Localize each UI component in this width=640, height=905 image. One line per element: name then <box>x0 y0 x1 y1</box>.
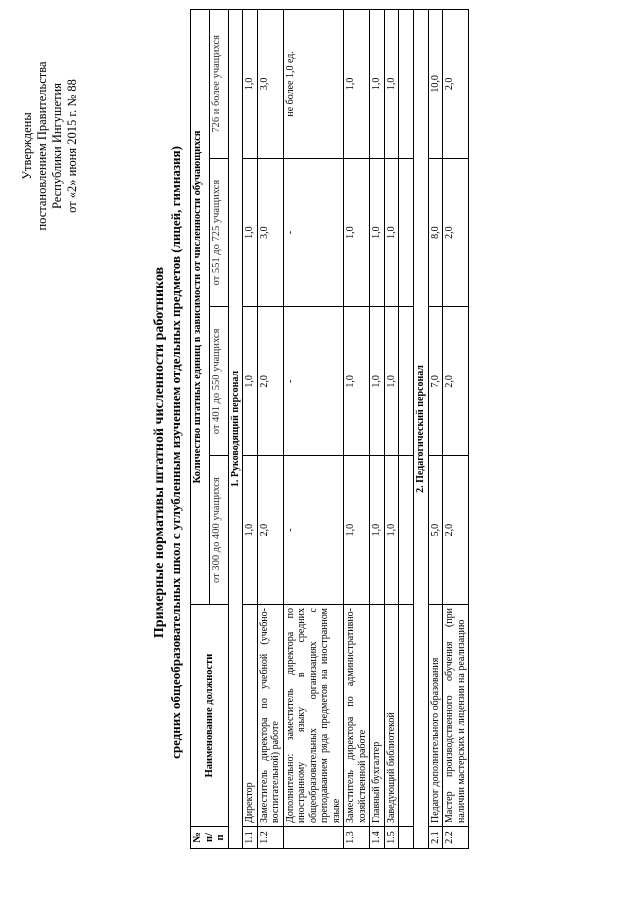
row-value: 1,0 <box>344 10 370 159</box>
row-value: 2,0 <box>443 307 469 456</box>
row-name: Заведующий библиотекой <box>384 605 399 827</box>
table-row <box>283 10 344 849</box>
row-value: не более 1,0 ед. <box>283 10 344 159</box>
row-name: Мастер производственного обучения (при наличии мастерских и лицензии на реализацию <box>443 605 469 827</box>
row-value: 1,0 <box>384 307 399 456</box>
approval-line: Республики Ингушетия <box>50 83 64 210</box>
table-row <box>257 10 283 849</box>
row-value: 1,0 <box>384 456 399 605</box>
approval-stamp <box>20 16 80 276</box>
row-value: 1,0 <box>370 10 385 159</box>
row-value: - <box>283 456 344 605</box>
approval-line: Утверждены <box>20 112 34 180</box>
table-row <box>384 10 399 849</box>
row-value: 1,0 <box>243 307 258 456</box>
title-line-1: Примерные нормативы штатной численности работников <box>152 266 167 639</box>
row-value: 2,0 <box>257 307 283 456</box>
row-num: 1.2 <box>257 827 283 849</box>
col-header-range: от 401 до 550 учащихся <box>209 307 228 456</box>
row-value: 3,0 <box>257 158 283 307</box>
row-value: 1,0 <box>344 456 370 605</box>
row-num: 1.4 <box>370 827 385 849</box>
approval-line: постановлением Правительства <box>35 61 49 231</box>
section-title: 1. Руководящий персонал <box>228 10 243 849</box>
col-header-num: № п/п <box>191 827 229 849</box>
section-title: 2. Педагогический персонал <box>414 10 429 849</box>
row-value: 2,0 <box>443 10 469 159</box>
table-header-row <box>191 10 210 849</box>
row-name: Директор <box>243 605 258 827</box>
staffing-norms-table <box>190 9 469 849</box>
row-value: 1,0 <box>370 456 385 605</box>
table-row <box>370 10 385 849</box>
row-num: 1.3 <box>344 827 370 849</box>
row-name: Заместитель директора по учебной (учебно-воспитательной) работе <box>257 605 283 827</box>
row-value: 5,0 <box>428 456 443 605</box>
col-header-group: Количество штатных единиц в зависимости от численности обучающихся <box>191 10 210 605</box>
row-name: Заместитель директора по административно-хозяйственной работе <box>344 605 370 827</box>
section-row <box>228 10 243 849</box>
table-row <box>344 10 370 849</box>
table-row <box>428 10 443 849</box>
col-header-range: от 551 до 725 учащихся <box>209 158 228 307</box>
document-title <box>152 0 184 905</box>
row-value: 1,0 <box>243 10 258 159</box>
row-num: 1.5 <box>384 827 399 849</box>
row-num: 2.2 <box>443 827 469 849</box>
row-name: Дополнительно: заместитель директора по иностранному языку в средних общеобразовательных организациях с преподаванием ряда предметов на иностранном языке <box>283 605 344 827</box>
table-row <box>443 10 469 849</box>
spacer-row <box>399 10 414 849</box>
row-value: 1,0 <box>384 10 399 159</box>
table-row <box>243 10 258 849</box>
row-name: Педагог дополнительного образования <box>428 605 443 827</box>
col-header-range: 726 и более учащихся <box>209 10 228 159</box>
row-value: 8,0 <box>428 158 443 307</box>
row-num: 1.1 <box>243 827 258 849</box>
row-value: 1,0 <box>243 456 258 605</box>
row-value: 1,0 <box>344 158 370 307</box>
row-value: 2,0 <box>257 456 283 605</box>
section-row <box>414 10 429 849</box>
row-value: 7,0 <box>428 307 443 456</box>
col-header-range: от 300 до 400 учащихся <box>209 456 228 605</box>
row-value: 1,0 <box>370 307 385 456</box>
row-value: 10,0 <box>428 10 443 159</box>
row-num <box>283 827 344 849</box>
row-value: - <box>283 158 344 307</box>
row-value: 1,0 <box>370 158 385 307</box>
col-header-name: Наименование должности <box>191 605 229 827</box>
row-name: Главный бухгалтер <box>370 605 385 827</box>
row-value: 1,0 <box>384 158 399 307</box>
row-value: - <box>283 307 344 456</box>
title-line-2: средних общеобразовательных школ с углубленным изучением отдельных предметов (лицей, гимназия) <box>168 146 183 759</box>
approval-line: от «2» июня 2015 г. № 88 <box>65 79 79 213</box>
row-value: 1,0 <box>344 307 370 456</box>
row-value: 3,0 <box>257 10 283 159</box>
row-num: 2.1 <box>428 827 443 849</box>
row-value: 1,0 <box>243 158 258 307</box>
row-value: 2,0 <box>443 158 469 307</box>
row-value: 2,0 <box>443 456 469 605</box>
